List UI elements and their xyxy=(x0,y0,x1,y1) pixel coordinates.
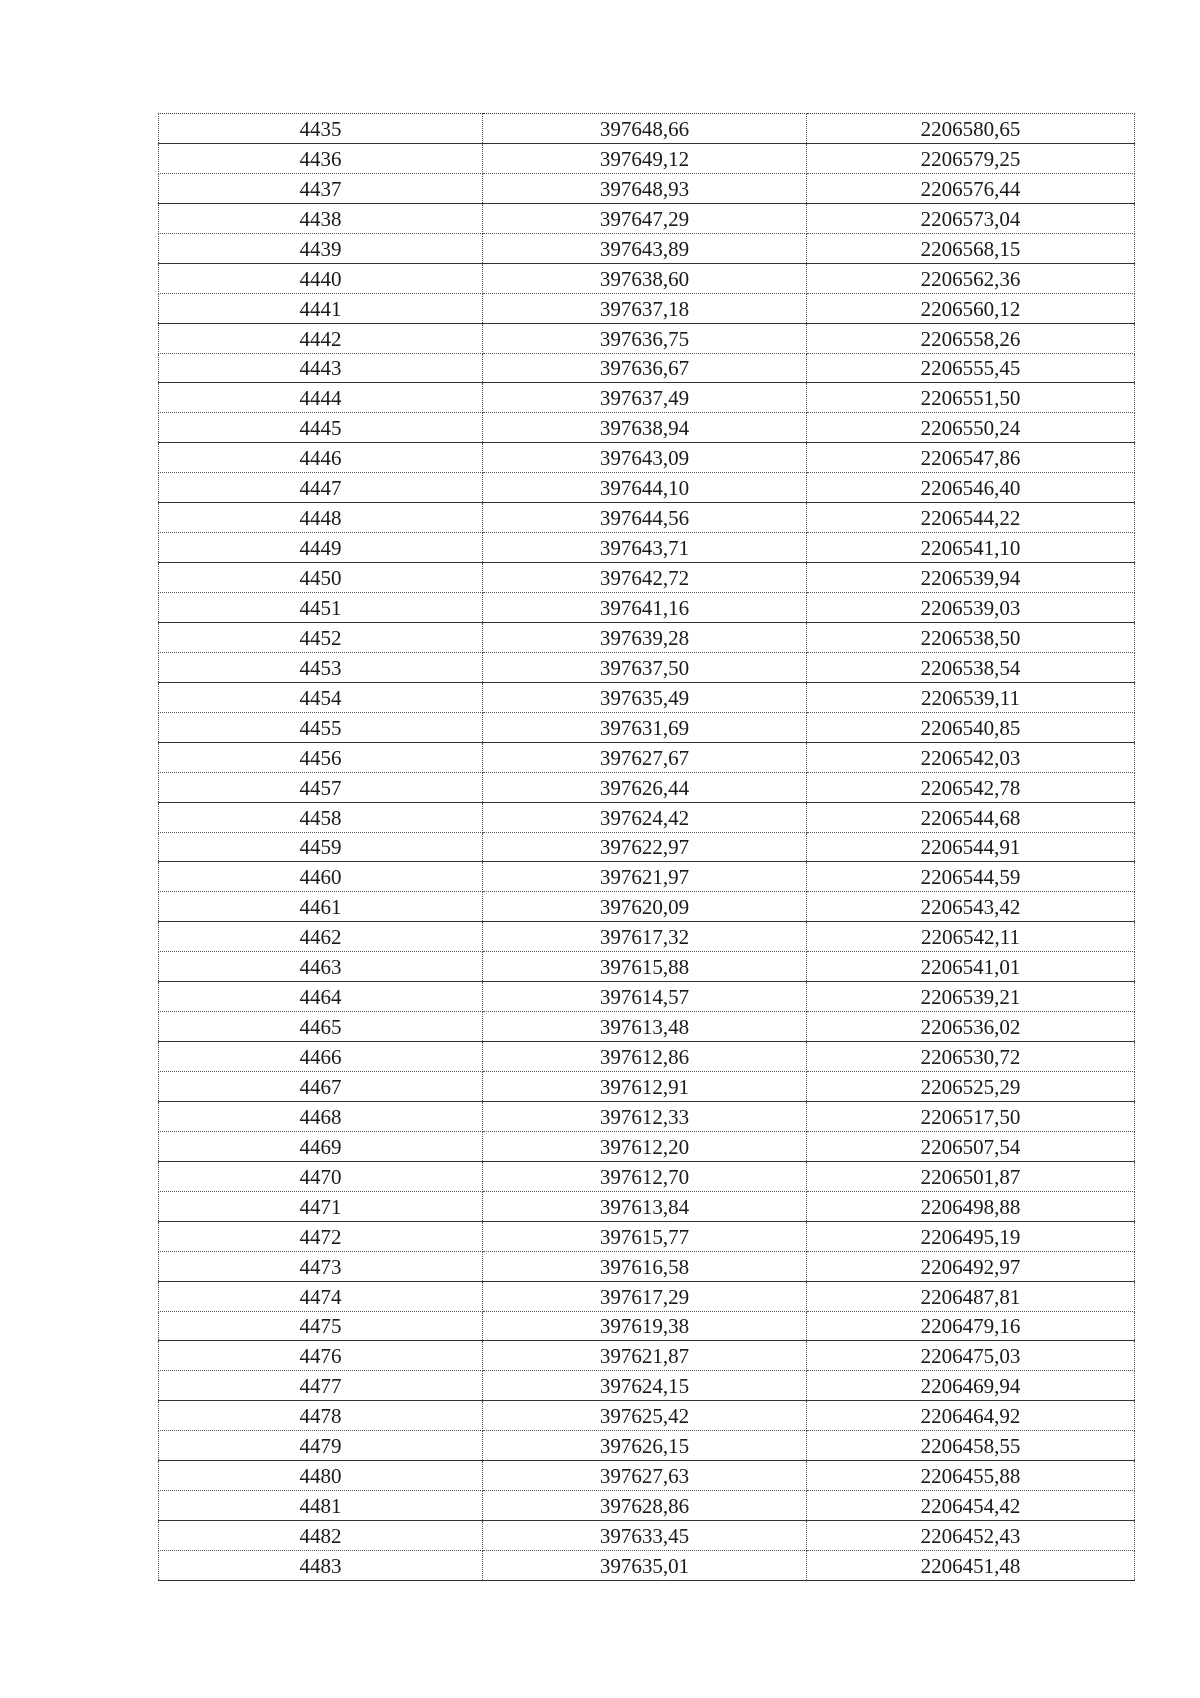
x-coordinate-cell: 397648,66 xyxy=(483,114,807,144)
y-coordinate-cell: 2206475,03 xyxy=(807,1341,1135,1371)
y-coordinate-cell: 2206542,03 xyxy=(807,742,1135,772)
point-number-cell: 4454 xyxy=(159,682,483,712)
x-coordinate-cell: 397643,71 xyxy=(483,533,807,563)
point-number-cell: 4463 xyxy=(159,952,483,982)
point-number-cell: 4474 xyxy=(159,1281,483,1311)
coordinates-table-body xyxy=(159,114,1135,1581)
x-coordinate-cell: 397639,28 xyxy=(483,622,807,652)
x-coordinate-cell: 397635,01 xyxy=(483,1551,807,1581)
y-coordinate-cell: 2206546,40 xyxy=(807,473,1135,503)
y-coordinate-cell: 2206525,29 xyxy=(807,1072,1135,1102)
table-row xyxy=(159,473,1135,503)
x-coordinate-cell: 397619,38 xyxy=(483,1311,807,1341)
x-coordinate-cell: 397620,09 xyxy=(483,892,807,922)
point-number-cell: 4473 xyxy=(159,1251,483,1281)
table-row xyxy=(159,862,1135,892)
point-number-cell: 4472 xyxy=(159,1221,483,1251)
x-coordinate-cell: 397641,16 xyxy=(483,593,807,623)
table-row xyxy=(159,1401,1135,1431)
table-row xyxy=(159,1221,1135,1251)
point-number-cell: 4482 xyxy=(159,1521,483,1551)
x-coordinate-cell: 397628,86 xyxy=(483,1491,807,1521)
point-number-cell: 4464 xyxy=(159,982,483,1012)
table-row xyxy=(159,1491,1135,1521)
y-coordinate-cell: 2206544,59 xyxy=(807,862,1135,892)
table-row xyxy=(159,353,1135,383)
point-number-cell: 4478 xyxy=(159,1401,483,1431)
point-number-cell: 4479 xyxy=(159,1431,483,1461)
point-number-cell: 4481 xyxy=(159,1491,483,1521)
point-number-cell: 4448 xyxy=(159,503,483,533)
table-row xyxy=(159,443,1135,473)
x-coordinate-cell: 397627,63 xyxy=(483,1461,807,1491)
y-coordinate-cell: 2206452,43 xyxy=(807,1521,1135,1551)
point-number-cell: 4476 xyxy=(159,1341,483,1371)
table-row xyxy=(159,682,1135,712)
table-row xyxy=(159,802,1135,832)
y-coordinate-cell: 2206538,54 xyxy=(807,652,1135,682)
y-coordinate-cell: 2206551,50 xyxy=(807,383,1135,413)
x-coordinate-cell: 397627,67 xyxy=(483,742,807,772)
y-coordinate-cell: 2206562,36 xyxy=(807,263,1135,293)
point-number-cell: 4446 xyxy=(159,443,483,473)
point-number-cell: 4437 xyxy=(159,173,483,203)
point-number-cell: 4466 xyxy=(159,1042,483,1072)
table-row xyxy=(159,1072,1135,1102)
point-number-cell: 4483 xyxy=(159,1551,483,1581)
x-coordinate-cell: 397644,10 xyxy=(483,473,807,503)
point-number-cell: 4467 xyxy=(159,1072,483,1102)
table-row xyxy=(159,563,1135,593)
x-coordinate-cell: 397624,42 xyxy=(483,802,807,832)
x-coordinate-cell: 397616,58 xyxy=(483,1251,807,1281)
point-number-cell: 4453 xyxy=(159,652,483,682)
point-number-cell: 4468 xyxy=(159,1101,483,1131)
x-coordinate-cell: 397613,48 xyxy=(483,1012,807,1042)
y-coordinate-cell: 2206544,68 xyxy=(807,802,1135,832)
point-number-cell: 4451 xyxy=(159,593,483,623)
y-coordinate-cell: 2206498,88 xyxy=(807,1191,1135,1221)
y-coordinate-cell: 2206507,54 xyxy=(807,1131,1135,1161)
y-coordinate-cell: 2206495,19 xyxy=(807,1221,1135,1251)
y-coordinate-cell: 2206550,24 xyxy=(807,413,1135,443)
y-coordinate-cell: 2206573,04 xyxy=(807,203,1135,233)
table-row xyxy=(159,203,1135,233)
table-row xyxy=(159,114,1135,144)
x-coordinate-cell: 397614,57 xyxy=(483,982,807,1012)
y-coordinate-cell: 2206544,22 xyxy=(807,503,1135,533)
y-coordinate-cell: 2206579,25 xyxy=(807,143,1135,173)
x-coordinate-cell: 397642,72 xyxy=(483,563,807,593)
y-coordinate-cell: 2206536,02 xyxy=(807,1012,1135,1042)
x-coordinate-cell: 397626,15 xyxy=(483,1431,807,1461)
table-row xyxy=(159,1012,1135,1042)
y-coordinate-cell: 2206455,88 xyxy=(807,1461,1135,1491)
table-row xyxy=(159,952,1135,982)
table-row xyxy=(159,1251,1135,1281)
y-coordinate-cell: 2206542,11 xyxy=(807,922,1135,952)
x-coordinate-cell: 397648,93 xyxy=(483,173,807,203)
table-row xyxy=(159,1551,1135,1581)
y-coordinate-cell: 2206464,92 xyxy=(807,1401,1135,1431)
y-coordinate-cell: 2206492,97 xyxy=(807,1251,1135,1281)
x-coordinate-cell: 397617,29 xyxy=(483,1281,807,1311)
table-row xyxy=(159,263,1135,293)
table-row xyxy=(159,413,1135,443)
table-row xyxy=(159,233,1135,263)
y-coordinate-cell: 2206517,50 xyxy=(807,1101,1135,1131)
point-number-cell: 4475 xyxy=(159,1311,483,1341)
x-coordinate-cell: 397643,89 xyxy=(483,233,807,263)
y-coordinate-cell: 2206576,44 xyxy=(807,173,1135,203)
point-number-cell: 4457 xyxy=(159,772,483,802)
table-row xyxy=(159,1341,1135,1371)
y-coordinate-cell: 2206539,94 xyxy=(807,563,1135,593)
point-number-cell: 4440 xyxy=(159,263,483,293)
table-row xyxy=(159,1101,1135,1131)
y-coordinate-cell: 2206538,50 xyxy=(807,622,1135,652)
y-coordinate-cell: 2206451,48 xyxy=(807,1551,1135,1581)
table-row xyxy=(159,1131,1135,1161)
y-coordinate-cell: 2206541,01 xyxy=(807,952,1135,982)
point-number-cell: 4471 xyxy=(159,1191,483,1221)
y-coordinate-cell: 2206479,16 xyxy=(807,1311,1135,1341)
x-coordinate-cell: 397638,94 xyxy=(483,413,807,443)
point-number-cell: 4447 xyxy=(159,473,483,503)
x-coordinate-cell: 397612,20 xyxy=(483,1131,807,1161)
table-row xyxy=(159,1281,1135,1311)
x-coordinate-cell: 397613,84 xyxy=(483,1191,807,1221)
y-coordinate-cell: 2206539,03 xyxy=(807,593,1135,623)
point-number-cell: 4455 xyxy=(159,712,483,742)
table-row xyxy=(159,533,1135,563)
x-coordinate-cell: 397612,70 xyxy=(483,1161,807,1191)
table-row xyxy=(159,652,1135,682)
point-number-cell: 4442 xyxy=(159,323,483,353)
table-row xyxy=(159,622,1135,652)
point-number-cell: 4445 xyxy=(159,413,483,443)
point-number-cell: 4462 xyxy=(159,922,483,952)
x-coordinate-cell: 397615,88 xyxy=(483,952,807,982)
table-row xyxy=(159,143,1135,173)
table-row xyxy=(159,323,1135,353)
y-coordinate-cell: 2206454,42 xyxy=(807,1491,1135,1521)
point-number-cell: 4443 xyxy=(159,353,483,383)
table-row xyxy=(159,1521,1135,1551)
coordinates-table xyxy=(158,113,1135,1581)
point-number-cell: 4444 xyxy=(159,383,483,413)
x-coordinate-cell: 397612,91 xyxy=(483,1072,807,1102)
table-row xyxy=(159,593,1135,623)
point-number-cell: 4441 xyxy=(159,293,483,323)
table-row xyxy=(159,922,1135,952)
x-coordinate-cell: 397615,77 xyxy=(483,1221,807,1251)
x-coordinate-cell: 397621,87 xyxy=(483,1341,807,1371)
point-number-cell: 4470 xyxy=(159,1161,483,1191)
x-coordinate-cell: 397631,69 xyxy=(483,712,807,742)
y-coordinate-cell: 2206558,26 xyxy=(807,323,1135,353)
x-coordinate-cell: 397625,42 xyxy=(483,1401,807,1431)
x-coordinate-cell: 397643,09 xyxy=(483,443,807,473)
table-row xyxy=(159,1431,1135,1461)
x-coordinate-cell: 397617,32 xyxy=(483,922,807,952)
point-number-cell: 4480 xyxy=(159,1461,483,1491)
y-coordinate-cell: 2206555,45 xyxy=(807,353,1135,383)
x-coordinate-cell: 397624,15 xyxy=(483,1371,807,1401)
point-number-cell: 4449 xyxy=(159,533,483,563)
table-row xyxy=(159,1161,1135,1191)
table-row xyxy=(159,832,1135,862)
point-number-cell: 4438 xyxy=(159,203,483,233)
y-coordinate-cell: 2206458,55 xyxy=(807,1431,1135,1461)
y-coordinate-cell: 2206560,12 xyxy=(807,293,1135,323)
x-coordinate-cell: 397636,67 xyxy=(483,353,807,383)
x-coordinate-cell: 397612,86 xyxy=(483,1042,807,1072)
y-coordinate-cell: 2206539,11 xyxy=(807,682,1135,712)
table-row xyxy=(159,1371,1135,1401)
y-coordinate-cell: 2206580,65 xyxy=(807,114,1135,144)
table-row xyxy=(159,1311,1135,1341)
y-coordinate-cell: 2206543,42 xyxy=(807,892,1135,922)
point-number-cell: 4452 xyxy=(159,622,483,652)
x-coordinate-cell: 397635,49 xyxy=(483,682,807,712)
table-row xyxy=(159,1461,1135,1491)
y-coordinate-cell: 2206547,86 xyxy=(807,443,1135,473)
point-number-cell: 4450 xyxy=(159,563,483,593)
point-number-cell: 4465 xyxy=(159,1012,483,1042)
x-coordinate-cell: 397612,33 xyxy=(483,1101,807,1131)
point-number-cell: 4458 xyxy=(159,802,483,832)
table-row xyxy=(159,1191,1135,1221)
y-coordinate-cell: 2206568,15 xyxy=(807,233,1135,263)
y-coordinate-cell: 2206539,21 xyxy=(807,982,1135,1012)
point-number-cell: 4435 xyxy=(159,114,483,144)
x-coordinate-cell: 397644,56 xyxy=(483,503,807,533)
x-coordinate-cell: 397649,12 xyxy=(483,143,807,173)
x-coordinate-cell: 397638,60 xyxy=(483,263,807,293)
x-coordinate-cell: 397637,49 xyxy=(483,383,807,413)
point-number-cell: 4461 xyxy=(159,892,483,922)
y-coordinate-cell: 2206530,72 xyxy=(807,1042,1135,1072)
table-row xyxy=(159,712,1135,742)
table-row xyxy=(159,503,1135,533)
point-number-cell: 4477 xyxy=(159,1371,483,1401)
y-coordinate-cell: 2206469,94 xyxy=(807,1371,1135,1401)
point-number-cell: 4439 xyxy=(159,233,483,263)
x-coordinate-cell: 397621,97 xyxy=(483,862,807,892)
x-coordinate-cell: 397636,75 xyxy=(483,323,807,353)
y-coordinate-cell: 2206544,91 xyxy=(807,832,1135,862)
point-number-cell: 4459 xyxy=(159,832,483,862)
y-coordinate-cell: 2206541,10 xyxy=(807,533,1135,563)
x-coordinate-cell: 397633,45 xyxy=(483,1521,807,1551)
table-row xyxy=(159,293,1135,323)
point-number-cell: 4456 xyxy=(159,742,483,772)
table-row xyxy=(159,1042,1135,1072)
x-coordinate-cell: 397626,44 xyxy=(483,772,807,802)
y-coordinate-cell: 2206487,81 xyxy=(807,1281,1135,1311)
table-row xyxy=(159,383,1135,413)
y-coordinate-cell: 2206540,85 xyxy=(807,712,1135,742)
table-row xyxy=(159,892,1135,922)
point-number-cell: 4469 xyxy=(159,1131,483,1161)
x-coordinate-cell: 397637,18 xyxy=(483,293,807,323)
point-number-cell: 4460 xyxy=(159,862,483,892)
x-coordinate-cell: 397622,97 xyxy=(483,832,807,862)
y-coordinate-cell: 2206501,87 xyxy=(807,1161,1135,1191)
table-row xyxy=(159,173,1135,203)
table-row xyxy=(159,772,1135,802)
x-coordinate-cell: 397637,50 xyxy=(483,652,807,682)
point-number-cell: 4436 xyxy=(159,143,483,173)
x-coordinate-cell: 397647,29 xyxy=(483,203,807,233)
table-row xyxy=(159,982,1135,1012)
table-row xyxy=(159,742,1135,772)
y-coordinate-cell: 2206542,78 xyxy=(807,772,1135,802)
